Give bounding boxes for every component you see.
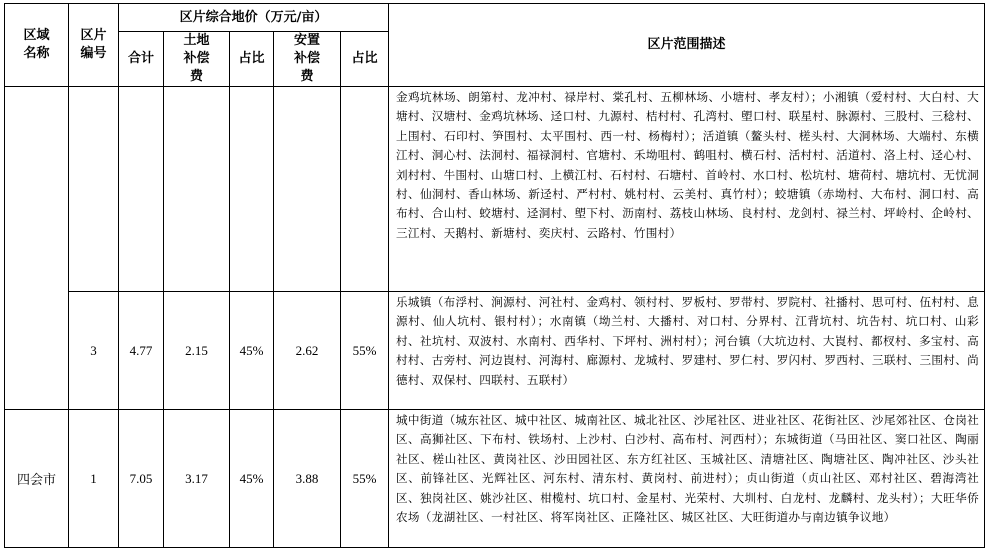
area-name-cell: 四会市 [5, 410, 69, 548]
zone-no-cell: 1 [69, 410, 119, 548]
total-cell: 7.05 [119, 410, 164, 548]
header-scope: 区片范围描述 [389, 4, 985, 87]
resettle-comp-cell: 3.88 [274, 410, 341, 548]
table-row [5, 292, 985, 410]
header-land-comp: 土地补偿费 [164, 32, 230, 87]
header-resettle-comp: 安置补偿费 [274, 32, 341, 87]
area-name-cell [5, 87, 69, 410]
header-ratio-2: 占比 [341, 32, 389, 87]
zone-no-cell [69, 87, 119, 292]
land-comp-cell: 3.17 [164, 410, 230, 548]
table-row [5, 410, 985, 548]
scope-cell: 金鸡坑林场、朗第村、龙冲村、禄岸村、棠孔村、五柳林场、小塘村、孝友村）；小湘镇（爱村村、大白村、大塘村、汉塘村、金鸡坑林场、迳口村、九源村、桔村村、孔湾村、塱口村、联星村、脉源村、三股村、三稔村、上围村、石印村、笋围村、太平围村、西一村、杨梅村）；活道镇（鳌头村、槎头村、大洞林场、大端村、东横江村、洞心村、法洞村、福禄洞村、官塘村、禾坳咀村、鹤咀村、横石村、活村村、活道村、洛上村、迳心村、刘村村、牛围村、山塘口村、上横江村、石村村、石塘村、首岭村、水口村、松坑村、塘荷村、塘坑村、无忧洞村、仙洞村、香山林场、新迳村、严村村、姚村村、云美村、真竹村）；蛟塘镇（赤坳村、大布村、洞口村、高布村、合山村、蛟塘村、迳洞村、塱下村、沥南村、荔枝山林场、良村村、龙剑村、禄兰村、坪岭村、企岭村、三江村、天鹅村、新塘村、奕庆村、云路村、竹围村） [389, 87, 985, 292]
table-row [5, 87, 985, 292]
land-price-table [4, 3, 985, 548]
ratio-1-cell: 45% [230, 292, 274, 410]
ratio-1-cell [230, 87, 274, 292]
total-cell: 4.77 [119, 292, 164, 410]
scope-cell: 乐城镇（布浮村、涧源村、河社村、金鸡村、领村村、罗板村、罗带村、罗院村、社播村、思可村、伍村村、息源村、仙人坑村、银村村）；水南镇（坳兰村、大播村、对口村、分界村、江背坑村、坑告村、坑口村、山彩村、社坑村、双波村、水南村、西华村、下坪村、洲村村）；河台镇（大坑边村、大崀村、都杈村、多宝村、高村村、古旁村、河边崀村、河海村、廊源村、龙城村、罗建村、罗仁村、罗闪村、罗西村、三联村、三围村、尚德村、双保村、四联村、五联村） [389, 292, 985, 410]
total-cell [119, 87, 164, 292]
land-comp-cell [164, 87, 230, 292]
ratio-2-cell: 55% [341, 292, 389, 410]
header-total: 合计 [119, 32, 164, 87]
ratio-2-cell: 55% [341, 410, 389, 548]
ratio-2-cell [341, 87, 389, 292]
header-area-name: 区域名称 [5, 4, 69, 87]
resettle-comp-cell [274, 87, 341, 292]
scope-cell: 城中街道（城东社区、城中社区、城南社区、城北社区、沙尾社区、进业社区、花街社区、沙尾郊社区、仓岗社区、高狮社区、下布村、铁场村、上沙村、白沙村、高布村、河西村）；东城街道（马田社区、窦口社区、陶丽社区、槎山社区、黄岗社区、沙田园社区、东方红社区、玉城社区、清塘社区、陶塘社区、陶冲社区、沙头社区、前锋社区、光辉社区、河东村、清东村、黄岗村、前进村）；贞山街道（贞山社区、邓村社区、碧海湾社区、独岗社区、姚沙社区、柑榄村、坑口村、金星村、光荣村、大圳村、白龙村、龙麟村、龙头村）；大旺华侨农场（龙湖社区、一村社区、将军岗社区、正隆社区、城区社区、大旺街道办与南边镇争议地） [389, 410, 985, 548]
header-price-group: 区片综合地价（万元/亩） [119, 4, 389, 32]
header-ratio-1: 占比 [230, 32, 274, 87]
land-comp-cell: 2.15 [164, 292, 230, 410]
ratio-1-cell: 45% [230, 410, 274, 548]
header-zone-no: 区片编号 [69, 4, 119, 87]
zone-no-cell: 3 [69, 292, 119, 410]
resettle-comp-cell: 2.62 [274, 292, 341, 410]
